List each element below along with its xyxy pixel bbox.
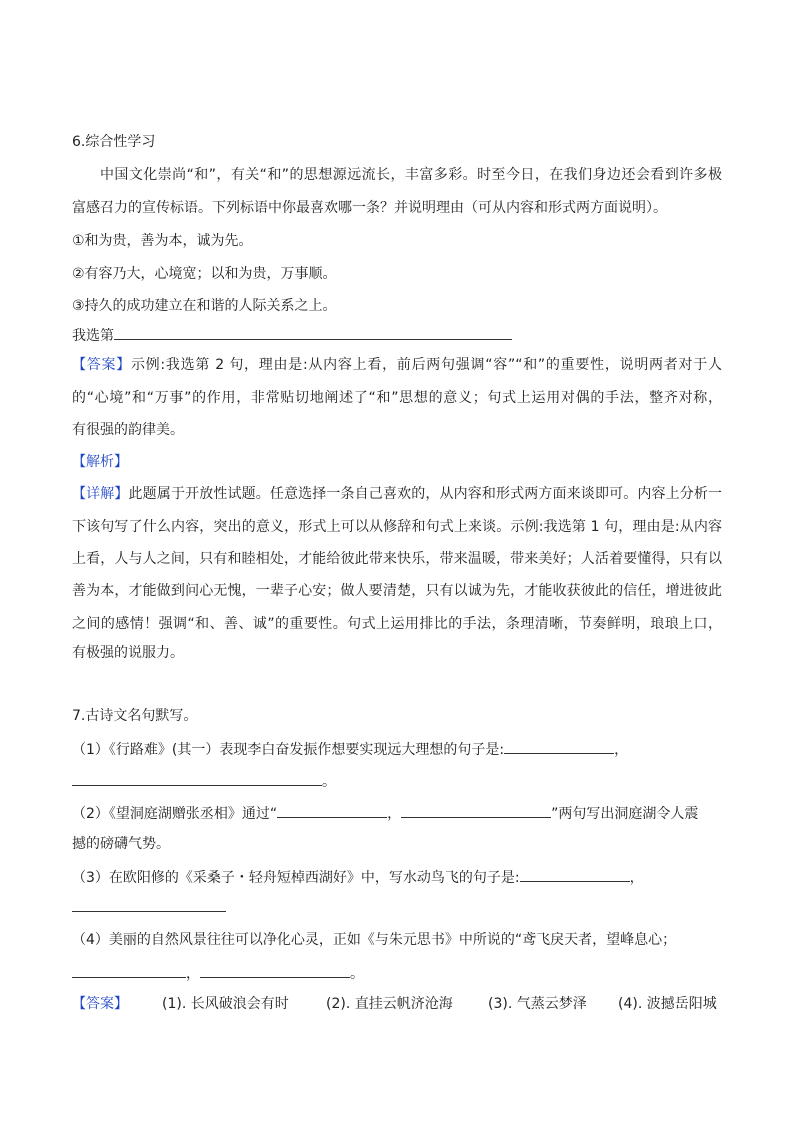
q7-answer-tag: 【答案】 — [72, 996, 128, 1012]
q7-sub4-blank-1[interactable] — [72, 963, 186, 978]
q7-sub1-blank-1[interactable] — [504, 739, 614, 754]
q7-sub2-pre: （2）《望洞庭湖赠张丞相》通过“ — [72, 806, 278, 822]
q6-detail-line-6: 有极强的说服力。 — [72, 645, 184, 661]
detail-text-1: 此题属于开放性试题。任意选择一条自己喜欢的，从内容和形式两方面来谈即可。内容上分析一 — [128, 486, 722, 502]
q7-sub1-period: 。 — [322, 774, 336, 790]
q7-sub4-line-1: （4）美丽的自然风景往往可以净化心灵，正如《与朱元思书》中所说的“鸢飞戾天者，望峰息心； — [72, 932, 677, 948]
q7-sub2-blank-1[interactable] — [277, 803, 387, 818]
q6-detail-line-4: 善为本，才能做到问心无愧，一辈子心安；做人要清楚，只有以诚为先，才能收获彼此的信任，增进彼此 — [72, 583, 722, 599]
q6-detail-line-3: 上看，人与人之间，只有和睦相处，才能给彼此带来快乐，带来温暖，带来美好；人活着要懂得，只有以 — [72, 551, 722, 567]
detail-tag: 【详解】 — [72, 486, 129, 502]
q6-detail-line-2: 下该句写了什么内容，突出的意义，形式上可以从修辞和句式上来谈。示例:我选第 1 句，理由是:从内容 — [72, 519, 722, 535]
q7-sub3 — [72, 867, 722, 887]
q6-title: 6.综合性学习 — [72, 134, 156, 150]
q7-sub3-comma: ， — [629, 870, 644, 886]
analysis-tag: 【解析】 — [72, 454, 128, 470]
q7-sub1 — [72, 739, 722, 759]
q7-sub2-line-2: 撼的磅礴气势。 — [72, 836, 170, 852]
q7-sub2 — [72, 803, 722, 823]
q6-answer-line-2: 的“心境”和“万事”的作用，非常贴切地阐述了“和”思想的意义；句式上运用对偶的手法，整齐对称， — [72, 390, 722, 406]
q7-sub1-text: （1）《行路难》(其一）表现李白奋发振作想要实现远大理想的句子是: — [72, 742, 505, 758]
q6-option-2: ②有容乃大，心境宽；以和为贵，万事顺。 — [72, 266, 337, 282]
q7-sub1-comma: ， — [614, 742, 629, 758]
answer-tag: 【答案】 — [72, 357, 131, 373]
q6-detail-line-5: 之间的感情！强调“和、善、诚”的重要性。句式上运用排比的手法，条理清晰，节奏鲜明，琅琅上口， — [72, 616, 722, 632]
q7-sub3-blank-1[interactable] — [520, 867, 630, 882]
q7-answer-1: (1). 长风破浪会有时 — [162, 996, 289, 1012]
my-choice-label: 我选第 — [72, 328, 114, 344]
q7-sub1-line-2 — [72, 771, 722, 791]
q7-sub2-blank-2[interactable] — [401, 803, 551, 818]
answer-text-1: 示例:我选第 2 句，理由是:从内容上看，前后两句强调“容”“和”的重要性，说明两者对于人 — [130, 357, 722, 373]
q7-sub2-post: ”两句写出洞庭湖令人震 — [551, 806, 699, 822]
q7-sub2-mid: ， — [387, 806, 402, 822]
q6-intro-line-1: 中国文化崇尚“和”，有关“和”的思想源远流长，丰富多彩。时至今日，在我们身边还会看到许多极 — [100, 167, 722, 183]
q7-sub4-line-2 — [72, 963, 722, 983]
q7-answer-3: (3). 气蒸云梦泽 — [488, 996, 587, 1012]
q7-answer-row — [72, 995, 722, 1013]
q6-option-3: ③持久的成功建立在和谐的人际关系之上。 — [72, 298, 337, 314]
q7-sub1-blank-2[interactable] — [72, 771, 322, 786]
q7-sub3-blank-2[interactable] — [72, 911, 226, 912]
q6-answer-line-3: 有很强的韵律美。 — [72, 422, 184, 438]
q6-option-1: ①和为贵，善为本，诚为先。 — [72, 233, 253, 249]
q7-sub4-period: 。 — [350, 966, 364, 982]
q6-intro-line-2: 富感召力的宣传标语。下列标语中你最喜欢哪一条？并说明理由（可从内容和形式两方面说明）。 — [72, 200, 667, 216]
q7-sub3-text: （3）在欧阳修的《采桑子・轻舟短棹西湖好》中，写水动鸟飞的句子是: — [72, 870, 520, 886]
q7-sub4-comma: ， — [186, 966, 200, 982]
my-choice-blank[interactable] — [114, 325, 512, 340]
q7-title: 7.古诗文名句默写。 — [72, 708, 198, 724]
q7-answer-4: (4). 波撼岳阳城 — [618, 996, 717, 1012]
q7-answer-2: (2). 直挂云帆济沧海 — [326, 996, 453, 1012]
q6-detail-line-1 — [72, 485, 722, 503]
q7-sub4-blank-2[interactable] — [200, 963, 350, 978]
q6-answer-line-1 — [72, 356, 722, 374]
q6-my-choice — [72, 325, 722, 345]
